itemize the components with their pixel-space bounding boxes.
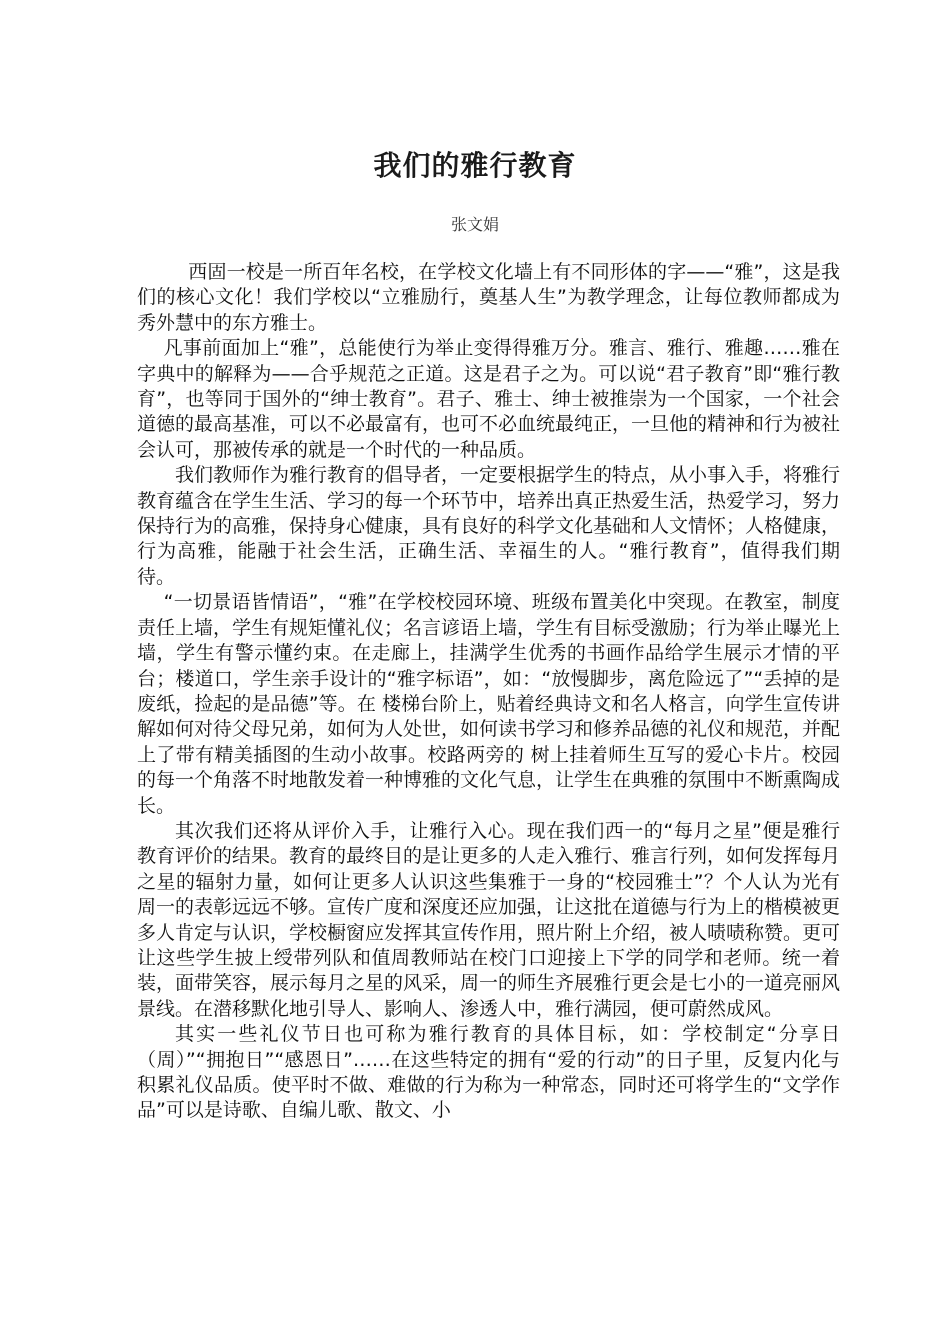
paragraph: 我们教师作为雅行教育的倡导者，一定要根据学生的特点，从小事入手，将雅行教育蕴含在学生生活、学习的每一个环节中，培养出真正热爱生活，热爱学习，努力保持行为的高雅，保持身心健康，具有良好的科学文化基础和人文情怀；人格健康，行为高雅，能融于社会生活，正确生活、幸福生的人。“雅行教育”，值得我们期待。: [137, 464, 841, 588]
paragraph: “一切景语皆情语”，“雅”在学校校园环境、班级布置美化中突现。在教室，制度责任上墙，学生有规矩懂礼仪；名言谚语上墙，学生有目标受激励；行为举止曝光上墙，学生有警示懂约束。在走廊上，挂满学生优秀的书画作品给学生展示才情的平台；楼道口，学生亲手设计的“雅字标语”，如：“放慢脚步，离危险远了”“丢掉的是废纸，捡起的是品德”等。在 楼梯台阶上，贴着经典诗文和名人格言，向学生宣传讲解如何对待父母兄弟，如何为人处世，如何读书学习和修养品德的礼仪和规范，并配上了带有精美插图的生动小故事。校路两旁的 树上挂着师生互写的爱心卡片。校园的每一个角落不时地散发着一种博雅的文化气息，让学生在典雅的氛围中不断熏陶成长。: [137, 591, 841, 817]
paragraph: 凡事前面加上“雅”，总能使行为举止变得得雅万分。雅言、雅行、雅趣……雅在字典中的解释为——合乎规范之正道。这是君子之为。可以说“君子教育”即“雅行教育”，也等同于国外的“绅士教育”。君子、雅士、绅士被推崇为一个国家，一个社会道德的最高基准，可以不必最富有，也可不必血统最纯正，一旦他的精神和行为被社会认可，那被传承的就是一个时代的一种品质。: [137, 337, 841, 461]
paragraph: 西固一校是一所百年名校，在学校文化墙上有不同形体的字——“雅”，这是我们的核心文化！我们学校以“立雅励行，奠基人生”为教学理念，让每位教师都成为秀外慧中的东方雅士。: [137, 261, 840, 334]
paragraph: 其实一些礼仪节日也可称为雅行教育的具体目标，如：学校制定“分享日（周）”“拥抱日”“感恩日”……在这些特定的拥有“爱的行动”的日子里，反复内化与积累礼仪品质。使平时不做、难做的行为称为一种常态，同时还可将学生的“文学作品”可以是诗歌、自编儿歌、散文、小: [137, 1023, 840, 1122]
document-title: 我们的雅行教育: [373, 149, 577, 182]
document-author: 张文娟: [450, 215, 499, 234]
document-body: [137, 260, 840, 1124]
paragraph: 其次我们还将从评价入手，让雅行入心。现在我们西一的“每月之星”便是雅行教育评价的结果。教育的最终目的是让更多的人走入雅行、雅言行列，如何发挥每月之星的辐射力量，如何让更多人认识这些集雅于一身的“校园雅士”？个人认为光有周一的表彰远远不够。宣传广度和深度还应加强，让这批在道德与行为上的楷模被更多人肯定与认识，学校橱窗应发挥其宣传作用，照片附上介绍，被人啧啧称赞。更可让这些学生披上绶带列队和值周教师站在校门口迎接上下学的同学和老师。统一着装，面带笑容，展示每月之星的风采，周一的师生齐展雅行更会是七小的一道亮丽风景线。在潜移默化地引导人、影响人、渗透人中，雅行满园，便可蔚然成风。: [137, 819, 841, 1020]
